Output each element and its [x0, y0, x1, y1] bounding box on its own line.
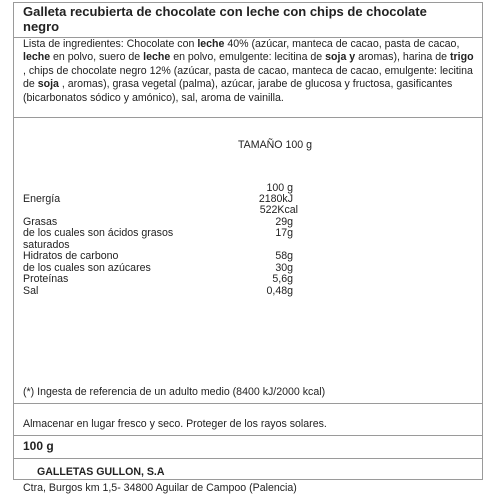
nutrient-value: 5,6g — [272, 273, 293, 285]
storage-instructions: Almacenar en lugar fresco y seco. Proteger de los rayos solares. — [23, 418, 327, 430]
ingredient-text: 40% (azúcar, manteca de cacao, pasta de cacao, — [224, 38, 460, 50]
nutrient-name: saturados — [23, 239, 70, 251]
product-label — [13, 2, 483, 480]
ingredient-text: en polvo, suero de — [50, 51, 144, 64]
ingredient-text: , aromas), grasa vegetal (palma), azúcar, jarabe de glucosa y fructosa, gasificantes (bicarbonatos sódico y amónico), sal, aroma de vainilla. — [23, 78, 453, 104]
net-weight: 100 g — [23, 439, 54, 453]
ingredient-text: aromas), harina de — [355, 51, 450, 64]
nutrient-value: 29g — [275, 216, 293, 228]
nutrient-name: Grasas — [23, 216, 58, 228]
company-name: GALLETAS GULLON, S.A — [37, 466, 165, 478]
ingredients-list — [23, 38, 475, 105]
nutrient-name: Sal — [23, 285, 39, 297]
nutrient-name: de los cuales son azúcares — [23, 262, 151, 274]
company-address: Ctra, Burgos km 1,5- 34800 Aguilar de Campoo (Palencia) — [23, 482, 297, 494]
allergen-text: soja — [37, 78, 59, 91]
nutrient-value: 58g — [275, 250, 293, 262]
nutrient-value: 2180kJ — [258, 193, 293, 205]
ingredient-text: en polvo, emulgente: lecitina de — [170, 51, 326, 64]
divider — [14, 458, 482, 459]
nutrient-name: Energía — [23, 193, 61, 205]
divider — [14, 479, 482, 480]
reference-intake-note: (*) Ingesta de referencia de un adulto medio (8400 kJ/2000 kcal) — [23, 386, 326, 398]
allergen-text: leche — [143, 51, 171, 64]
allergen-text: soja y — [325, 51, 356, 64]
serving-size: TAMAÑO 100 g — [238, 139, 312, 151]
divider — [14, 435, 482, 436]
ingredient-text: Lista de ingredientes: Chocolate con — [23, 38, 198, 50]
nutrient-name: Hidratos de carbono — [23, 250, 119, 262]
nutrient-value: 17g — [275, 227, 293, 239]
ingredient-text: , chips de chocolate negro 12% (azúcar, pasta de cacao, manteca de cacao, emulgente: lecitina de — [23, 64, 473, 91]
divider — [14, 403, 482, 404]
divider — [14, 117, 482, 118]
allergen-text: trigo — [450, 51, 474, 64]
nutrient-value: 0,48g — [266, 285, 293, 297]
allergen-text: leche — [197, 38, 225, 50]
nutrition-header-value: 100 g — [266, 182, 293, 194]
nutrient-name: de los cuales son ácidos grasos — [23, 227, 174, 239]
product-title: Galleta recubierta de chocolate con leche con chips de chocolate negro — [23, 4, 427, 34]
nutrient-value: 522Kcal — [259, 204, 298, 216]
allergen-text: leche — [23, 51, 51, 64]
nutrient-name: Proteínas — [23, 273, 69, 285]
nutrient-value: 30g — [275, 262, 293, 274]
